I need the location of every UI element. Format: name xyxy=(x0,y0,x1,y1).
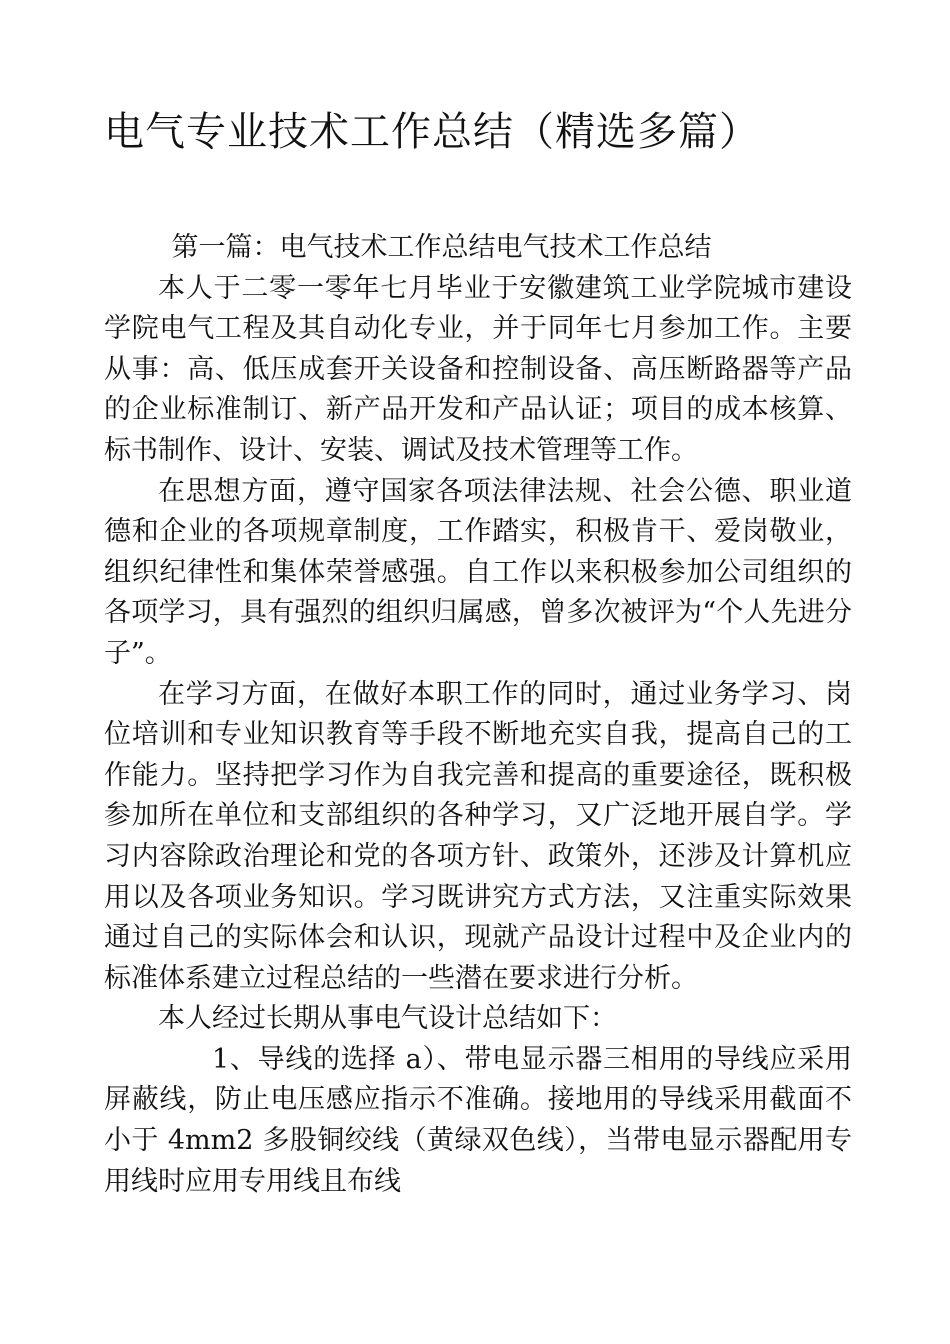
document-body xyxy=(104,228,852,1202)
paragraph-education: 本人于二零一零年七月毕业于安徽建筑工业学院城市建设学院电气工程及其自动化专业，并于同年七月参加工作。主要从事：高、低压成套开关设备和控制设备、高压断路器等产品的企业标准制订、新产品开发和产品认证；项目的成本核算、标书制作、设计、安装、调试及技术管理等工作。 xyxy=(104,272,852,466)
list-item-wire-selection: 1、导线的选择 a）、带电显示器三相用的导线应采用屏蔽线，防止电压感应指示不准确。接地用的导线采用截面不小于 4mm2 多股铜绞线（黄绿双色线），当带电显示器配用专用线时应用专用线且布线 xyxy=(104,1043,852,1197)
section-heading: 第一篇：电气技术工作总结电气技术工作总结 xyxy=(171,232,712,263)
paragraph-ideology: 在思想方面，遵守国家各项法律法规、社会公德、职业道德和企业的各项规章制度，工作踏实，积极肯干、爱岗敬业，组织纪律性和集体荣誉感强。自工作以来积极参加公司组织的各项学习，具有强烈的组织归属感，曾多次被评为“个人先进分子”。 xyxy=(104,475,852,669)
document-title: 电气专业技术工作总结（精选多篇） xyxy=(104,109,760,155)
paragraph-summary-intro: 本人经过长期从事电气设计总结如下： xyxy=(158,1003,617,1035)
paragraph-study: 在学习方面，在做好本职工作的同时，通过业务学习、岗位培训和专业知识教育等手段不断地充实自我，提高自己的工作能力。坚持把学习作为自我完善和提高的重要途径，既积极参加所在单位和支部组织的各种学习，又广泛地开展自学。学习内容除政治理论和党的各项方针、政策外，还涉及计算机应用以及各项业务知识。学习既讲究方式方法，又注重实际效果通过自己的实际体会和认识，现就产品设计过程中及企业内的标准体系建立过程总结的一些潜在要求进行分析。 xyxy=(104,678,852,994)
